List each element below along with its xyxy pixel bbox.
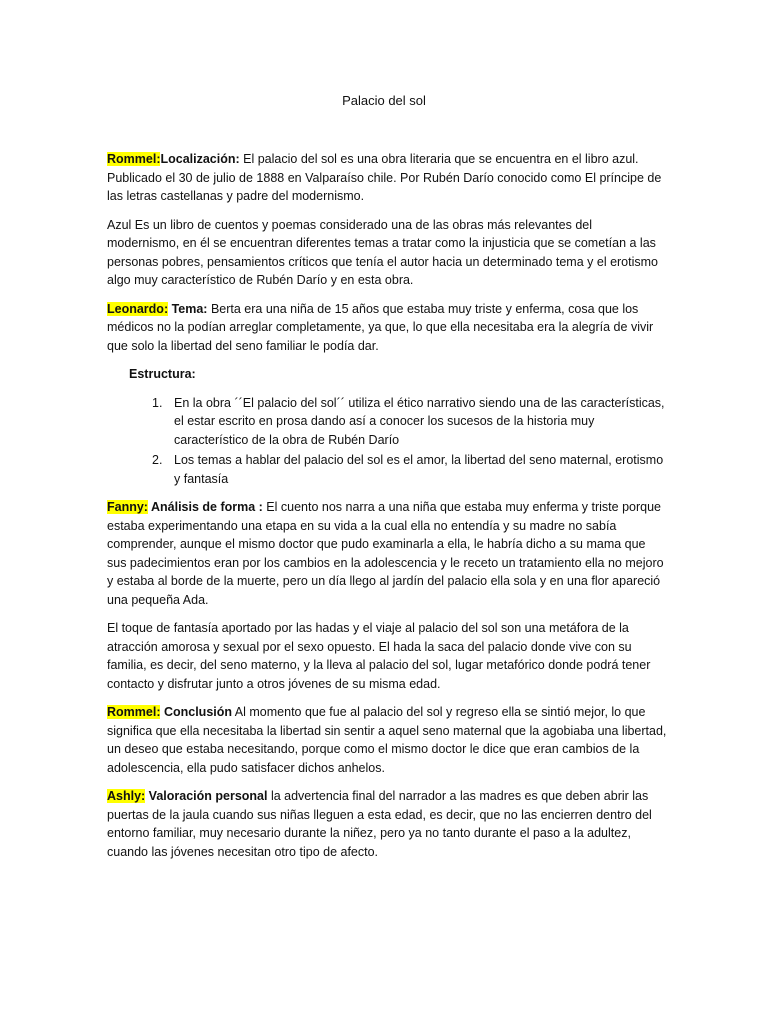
speaker-highlight-leonardo: Leonardo:: [107, 301, 169, 316]
list-item: [107, 451, 667, 488]
paragraph-analisis: [107, 498, 667, 609]
speaker-highlight-rommel: Rommel:: [107, 152, 161, 166]
paragraph-text: Azul Es un libro de cuentos y poemas considerado una de las obras más relevantes del modernismo, en él se encuentran diferentes temas a tratar como la injusticia que se cometían a las personas pobres, pensamientos críticos que tenía el autor hacia un determinado tema y el erotismo algo muy característico de Rubén Darío y en esta obra.: [107, 217, 659, 287]
paragraph-valoracion: [107, 787, 667, 861]
section-label-localizacion: Localización:: [160, 152, 240, 166]
paragraph-localizacion: [107, 150, 667, 206]
document-title: Palacio del sol: [342, 93, 426, 108]
list-item-text: En la obra ´´El palacio del sol´´ utiliza el ético narrativo siendo una de las características, el estar escrito en prosa dando así a conocer los sucesos de la historia muy característico de la obra de Rubén Darío: [174, 395, 665, 447]
speaker-highlight-ashly: Ashly:: [107, 789, 146, 803]
section-label-analisis: Análisis de forma :: [147, 500, 263, 514]
speaker-highlight-rommel-2: Rommel:: [107, 705, 161, 719]
section-label-valoracion: Valoración personal: [145, 789, 268, 803]
paragraph-text: El palacio del sol es una obra literaria que se encuentra en el libro azul. Publicado el 30 de julio de 1888 en Valparaíso chile. Por Rubén Darío conocido como El príncipe de las letras castellanas y padre del modernismo.: [107, 152, 662, 203]
section-label-conclusion: Conclusión: [160, 705, 233, 719]
structure-list: [107, 394, 667, 489]
paragraph-conclusion: [107, 703, 667, 777]
list-item-text: Los temas a hablar del palacio del sol es el amor, la libertad del seno maternal, erotismo y fantasía: [174, 453, 664, 486]
paragraph-text: El cuento nos narra a una niña que estaba muy enferma y triste porque estaba experimentando una etapa en su vida a la cual ella no entendía y su madre no sabía comprender, aunque el mismo doctor que pudo examinarla a ella, le habría dicho a su mama que sus padecimientos eran por los cambios en la adolescencia y le receto un tratamiento ella no mejoro y estaba al borde de la muerte, pero un día llego al jardín del palacio ella sola y en una flor apareció una pequeña Ada.: [107, 500, 664, 607]
paragraph-text: Al momento que fue al palacio del sol y regreso ella se sintió mejor, lo que significa que ella necesitaba la libertad sin sentir a aquel seno maternal que la agobiaba una libertad, un deseo que estaba necesitando, porque como el mismo doctor le dice que eran cambios de la adolescencia, ella pudo satisfacer dichos anhelos.: [107, 705, 667, 775]
list-item-number: 2.: [152, 453, 163, 467]
paragraph-azul: [107, 216, 667, 290]
paragraph-fantasia: [107, 619, 667, 693]
paragraph-text: El toque de fantasía aportado por las hadas y el viaje al palacio del sol son una metáfora de la atracción amorosa y sexual por el sexo opuesto. El hada la saca del palacio donde vive con su familia, es decir, del seno materno, y la lleva al palacio del sol, lugar metafórico donde podrá tener contacto y disfrutar junto a otros jóvenes de su misma edad.: [107, 621, 651, 691]
paragraph-text: Berta era una niña de 15 años que estaba muy triste y enferma, cosa que los médicos no la podían arreglar completamente, ya que, lo que ella necesitaba era la alegría de vivir que solo la libertad del seno familiar le podía dar.: [107, 301, 654, 353]
list-item: [107, 394, 667, 450]
structure-heading: Estructura:: [129, 367, 196, 381]
section-label-tema: Tema:: [168, 301, 208, 316]
speaker-highlight-fanny: Fanny:: [107, 500, 148, 514]
paragraph-tema: [107, 300, 667, 356]
paragraph-text: la advertencia final del narrador a las madres es que deben abrir las puertas de la jaula cuando sus niñas lleguen a esta edad, es decir, que no las encierren dentro del entorno familiar, muy necesario durante la niñez, pero ya no tanto durante el paso a la adultez, cuando las jóvenes necesitan otro tipo de afecto.: [107, 789, 652, 859]
list-item-number: 1.: [152, 395, 163, 410]
document-body: [107, 150, 667, 871]
